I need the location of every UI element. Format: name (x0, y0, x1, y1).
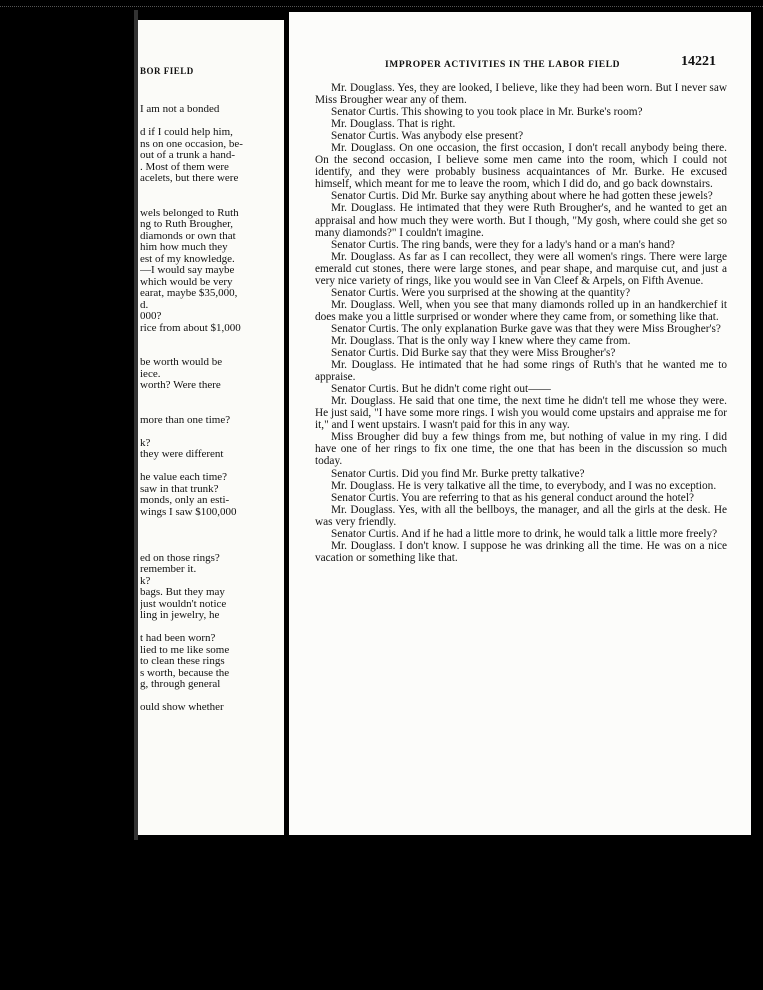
transcript-paragraph: Mr. Douglass. That is right. (331, 118, 456, 131)
left-text-line: just wouldn't notice (140, 598, 227, 610)
book-spine (134, 10, 138, 840)
transcript-paragraph: Senator Curtis. And if he had a little more to drink, he would talk a little more freely? (331, 527, 718, 540)
transcript-paragraph: Senator Curtis. The only explanation Burke gave was that they were Miss Brougher's? (331, 322, 721, 335)
transcript-paragraph: Senator Curtis. This showing to you took place in Mr. Burke's room? (331, 106, 643, 119)
left-page (136, 20, 284, 835)
left-text-line: remember it. (140, 564, 197, 575)
left-text-line: I am not a bonded (140, 104, 220, 115)
left-text-line: est of my knowledge. (140, 253, 235, 265)
left-text-line: more than one time? (140, 414, 231, 426)
transcript-paragraph: Miss Brougher did buy a few things from me, but nothing of value in my ring. I did have one of her rings to fix one time, the one that has been in the discussion so much today. (315, 431, 727, 468)
transcript-paragraph: Mr. Douglass. Well, when you see that many diamonds rolled up in an handkerchief it does make you a little surprised or wonder where they came from, or something like that. (315, 298, 727, 323)
left-text-line: g, through general (140, 679, 221, 690)
left-text-line (140, 530, 284, 542)
left-text-line: him how much they (140, 242, 228, 253)
left-text-line (140, 691, 284, 703)
left-text-line (140, 518, 284, 530)
transcript-paragraph: Senator Curtis. Was anybody else present? (331, 130, 524, 143)
left-text-line: acelets, but there were (140, 173, 239, 184)
transcript-paragraph: Mr. Douglass. He said that one time, the next time he didn't tell me whose they were. He just said, "I have some more rings. I wish you would come upstairs and appraise me for it," and I went upstairs. I wasn't paid for this in any way. (315, 395, 727, 432)
left-page-header: BOR FIELD (140, 66, 194, 76)
transcript-paragraph: Mr. Douglass. Yes, with all the bellboys, the manager, and all the girls at the desk. He was very friendly. (315, 503, 727, 528)
left-text-line (140, 334, 284, 346)
left-text-line: ns on one occasion, be- (140, 138, 243, 150)
left-text-line: he value each time? (140, 472, 228, 483)
left-text-line (140, 196, 284, 208)
page-number: 14221 (681, 54, 716, 69)
transcript-paragraph: Mr. Douglass. He intimated that he had some rings of Ruth's that he wanted me to appraise. (315, 359, 727, 384)
left-text-line: d if I could help him, (140, 127, 233, 138)
scan-top-strip (0, 0, 763, 7)
left-text-line: d. (140, 299, 149, 311)
left-text-line: worth? Were there (140, 380, 221, 391)
left-text-line: diamonds or own that (140, 230, 236, 242)
running-header: IMPROPER ACTIVITIES IN THE LABOR FIELD (385, 60, 621, 70)
transcript-paragraph: Mr. Douglass. On one occasion, the first occasion, I don't recall anybody being there. On the second occasion, I believe some men came into the room, which I could not identify, and they were probably business acquaintances of Mr. Burke. He excused himself, which meant for me to leave the room, which I did do, and go back downstairs. (315, 142, 727, 191)
left-text-line (140, 346, 284, 358)
left-text-line: earat, maybe $35,000, (140, 288, 238, 299)
left-text-line: . Most of them were (140, 161, 229, 173)
left-text-line: they were different (140, 449, 224, 460)
left-text-line (140, 426, 284, 438)
left-text-line: ling in jewelry, he (140, 610, 220, 621)
transcript-paragraph: Senator Curtis. You are referring to that as his general conduct around the hotel? (331, 491, 694, 504)
left-page-text (140, 104, 284, 714)
transcript-paragraph: Senator Curtis. The ring bands, were they for a lady's hand or a man's hand? (331, 238, 675, 251)
left-text-line: iece. (140, 368, 161, 380)
left-text-line: s worth, because the (140, 667, 230, 679)
left-text-line: —I would say maybe (140, 265, 235, 276)
transcript-paragraph: Mr. Douglass. Yes, they are looked, I believe, like they had been worn. But I never saw Miss Brougher wear any of them. (315, 82, 727, 107)
transcript-paragraph: Senator Curtis. Did Burke say that they were Miss Brougher's? (331, 347, 616, 360)
left-text-line: wings I saw $100,000 (140, 506, 237, 518)
left-text-line: out of a trunk a hand- (140, 150, 235, 161)
left-text-line (140, 116, 284, 128)
left-text-line: be worth would be (140, 357, 223, 368)
transcript-paragraph: Mr. Douglass. He intimated that they were Ruth Brougher's, and he wanted to get an appraisal and how much they were worth. But I though, "My gosh, where could she get so many diamonds?" I couldn't imagine. (315, 202, 727, 239)
left-text-line: lied to me like some (140, 644, 230, 656)
transcript-paragraph: Mr. Douglass. I don't know. I suppose he was drinking all the time. He was on a nice vacation or something like that. (315, 539, 727, 564)
left-text-line: t had been worn? (140, 633, 216, 644)
left-text-line (140, 622, 284, 634)
transcript-paragraph: Senator Curtis. Did Mr. Burke say anything about where he had gotten these jewels? (331, 190, 713, 203)
transcript-paragraph: Mr. Douglass. He is very talkative all the time, to everybody, and I was no exception. (331, 479, 717, 492)
left-text-line (140, 392, 284, 404)
left-text-line: 000? (140, 311, 162, 322)
transcript-paragraph: Senator Curtis. Did you find Mr. Burke pretty talkative? (331, 467, 585, 480)
transcript-paragraph: Mr. Douglass. As far as I can recollect, they were all women's rings. There were large emerald cut stones, there were large stones, and pear shape, and marquise cut, and just a very nice variety of rings, like you would see in Van Cleef & Arpels, on Fifth Avenue. (315, 250, 727, 287)
right-page (289, 12, 751, 835)
left-text-line: ng to Ruth Brougher, (140, 219, 234, 230)
left-text-line: bags. But they may (140, 587, 225, 598)
left-text-line (140, 185, 284, 197)
left-text-line: k? (140, 575, 151, 587)
left-text-line: saw in that trunk? (140, 483, 219, 495)
left-text-line: wels belonged to Ruth (140, 207, 239, 219)
left-text-line: rice from about $1,000 (140, 322, 241, 334)
left-text-line: which would be very (140, 276, 233, 288)
left-text-line: k? (140, 437, 151, 449)
left-text-line (140, 541, 284, 553)
left-text-line: to clean these rings (140, 656, 225, 667)
left-text-line: monds, only an esti- (140, 495, 230, 506)
left-text-line (140, 403, 284, 415)
left-text-line: ould show whether (140, 702, 224, 713)
transcript-paragraph: Mr. Douglass. That is the only way I knew where they came from. (331, 334, 631, 347)
transcript-paragraph: Senator Curtis. Were you surprised at the showing at the quantity? (331, 286, 631, 299)
transcript-paragraph: Senator Curtis. But he didn't come right out—— (331, 383, 551, 396)
left-text-line (140, 461, 284, 473)
left-text-line: ed on those rings? (140, 552, 220, 564)
hearing-transcript (315, 82, 727, 564)
